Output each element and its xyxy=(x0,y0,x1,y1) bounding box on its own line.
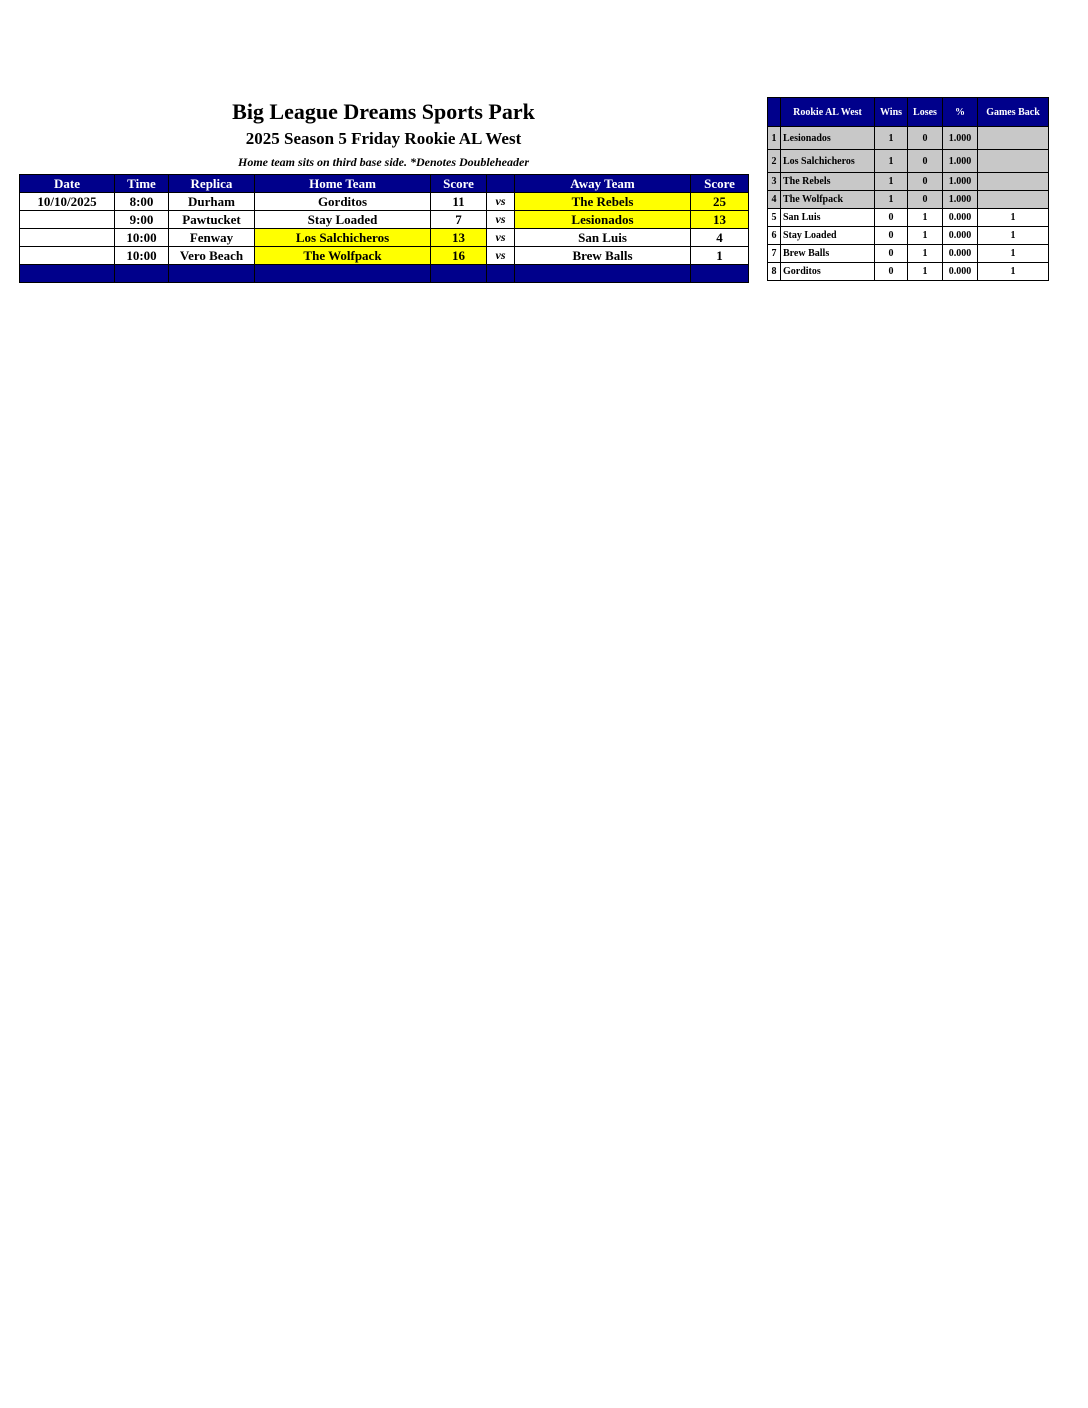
standing-team: The Wolfpack xyxy=(781,191,875,209)
away-team: Brew Balls xyxy=(515,247,691,265)
standing-loses: 0 xyxy=(908,150,943,173)
away-score: 13 xyxy=(691,211,749,229)
col-rank xyxy=(768,98,781,127)
standing-pct: 1.000 xyxy=(943,127,978,150)
game-date xyxy=(20,229,115,247)
footer-cell xyxy=(169,265,255,283)
schedule-note: Home team sits on third base side. *Denotes Doubleheader xyxy=(238,155,529,169)
standing-team: Stay Loaded xyxy=(781,227,875,245)
standing-wins: 0 xyxy=(875,209,908,227)
standing-wins: 0 xyxy=(875,245,908,263)
standing-loses: 1 xyxy=(908,227,943,245)
standing-team: Los Salchicheros xyxy=(781,150,875,173)
standings-row xyxy=(768,150,1049,173)
away-team: The Rebels xyxy=(515,193,691,211)
game-time: 10:00 xyxy=(115,247,169,265)
standing-team: San Luis xyxy=(781,209,875,227)
standing-loses: 0 xyxy=(908,191,943,209)
home-score: 11 xyxy=(431,193,487,211)
standing-games-back xyxy=(978,127,1049,150)
standing-pct: 0.000 xyxy=(943,263,978,281)
away-team: San Luis xyxy=(515,229,691,247)
footer-cell xyxy=(115,265,169,283)
home-team: Stay Loaded xyxy=(255,211,431,229)
standing-pct: 0.000 xyxy=(943,245,978,263)
col-home-score: Score xyxy=(431,175,487,193)
standing-games-back xyxy=(978,150,1049,173)
game-time: 8:00 xyxy=(115,193,169,211)
vs-label: vs xyxy=(487,193,515,211)
standings-header-row xyxy=(768,98,1049,127)
footer-cell xyxy=(487,265,515,283)
standing-pct: 0.000 xyxy=(943,227,978,245)
standing-team: Lesionados xyxy=(781,127,875,150)
standing-wins: 1 xyxy=(875,127,908,150)
standing-games-back xyxy=(978,191,1049,209)
standing-rank: 7 xyxy=(768,245,781,263)
standing-games-back xyxy=(978,173,1049,191)
col-division: Rookie AL West xyxy=(781,98,875,127)
standing-games-back: 1 xyxy=(978,227,1049,245)
vs-label: vs xyxy=(487,211,515,229)
standing-loses: 0 xyxy=(908,173,943,191)
standing-rank: 8 xyxy=(768,263,781,281)
away-team: Lesionados xyxy=(515,211,691,229)
standing-rank: 1 xyxy=(768,127,781,150)
footer-cell xyxy=(255,265,431,283)
schedule-row xyxy=(20,247,749,265)
footer-cell xyxy=(691,265,749,283)
col-away-score: Score xyxy=(691,175,749,193)
game-replica: Pawtucket xyxy=(169,211,255,229)
game-replica: Fenway xyxy=(169,229,255,247)
col-replica: Replica xyxy=(169,175,255,193)
standing-loses: 1 xyxy=(908,209,943,227)
game-replica: Durham xyxy=(169,193,255,211)
footer-cell xyxy=(431,265,487,283)
schedule-row xyxy=(20,211,749,229)
home-team: The Wolfpack xyxy=(255,247,431,265)
page-title: Big League Dreams Sports Park xyxy=(232,99,535,124)
schedule-row xyxy=(20,193,749,211)
standing-wins: 1 xyxy=(875,150,908,173)
standing-team: The Rebels xyxy=(781,173,875,191)
footer-cell xyxy=(20,265,115,283)
standing-team: Gorditos xyxy=(781,263,875,281)
game-date xyxy=(20,247,115,265)
col-time: Time xyxy=(115,175,169,193)
standing-pct: 1.000 xyxy=(943,191,978,209)
game-date xyxy=(20,211,115,229)
vs-label: vs xyxy=(487,247,515,265)
schedule-header-row xyxy=(20,175,749,193)
game-replica: Vero Beach xyxy=(169,247,255,265)
home-score: 13 xyxy=(431,229,487,247)
standing-wins: 0 xyxy=(875,263,908,281)
col-wins: Wins xyxy=(875,98,908,127)
page-subtitle: 2025 Season 5 Friday Rookie AL West xyxy=(245,129,522,148)
standing-rank: 2 xyxy=(768,150,781,173)
col-home-team: Home Team xyxy=(255,175,431,193)
standings-row xyxy=(768,263,1049,281)
standings-row xyxy=(768,127,1049,150)
standing-games-back: 1 xyxy=(978,245,1049,263)
standing-loses: 1 xyxy=(908,263,943,281)
standings-row xyxy=(768,191,1049,209)
home-score: 16 xyxy=(431,247,487,265)
standing-rank: 3 xyxy=(768,173,781,191)
standing-games-back: 1 xyxy=(978,209,1049,227)
standing-wins: 0 xyxy=(875,227,908,245)
home-score: 7 xyxy=(431,211,487,229)
standing-pct: 0.000 xyxy=(943,209,978,227)
schedule-footer-row xyxy=(20,265,749,283)
home-team: Los Salchicheros xyxy=(255,229,431,247)
standings-row xyxy=(768,173,1049,191)
standing-wins: 1 xyxy=(875,191,908,209)
standing-rank: 4 xyxy=(768,191,781,209)
col-vs xyxy=(487,175,515,193)
away-score: 1 xyxy=(691,247,749,265)
home-team: Gorditos xyxy=(255,193,431,211)
away-score: 25 xyxy=(691,193,749,211)
vs-label: vs xyxy=(487,229,515,247)
standing-wins: 1 xyxy=(875,173,908,191)
footer-cell xyxy=(515,265,691,283)
standing-games-back: 1 xyxy=(978,263,1049,281)
game-date: 10/10/2025 xyxy=(20,193,115,211)
col-away-team: Away Team xyxy=(515,175,691,193)
game-time: 9:00 xyxy=(115,211,169,229)
schedule-row xyxy=(20,229,749,247)
standing-pct: 1.000 xyxy=(943,150,978,173)
standing-loses: 0 xyxy=(908,127,943,150)
standing-rank: 5 xyxy=(768,209,781,227)
standings-row xyxy=(768,245,1049,263)
away-score: 4 xyxy=(691,229,749,247)
standings-row xyxy=(768,227,1049,245)
col-games-back: Games Back xyxy=(978,98,1049,127)
col-pct: % xyxy=(943,98,978,127)
standings-row xyxy=(768,209,1049,227)
standing-pct: 1.000 xyxy=(943,173,978,191)
col-loses: Loses xyxy=(908,98,943,127)
standing-team: Brew Balls xyxy=(781,245,875,263)
standing-loses: 1 xyxy=(908,245,943,263)
standings-table xyxy=(767,97,1049,281)
standing-rank: 6 xyxy=(768,227,781,245)
schedule-table xyxy=(19,174,749,283)
col-date: Date xyxy=(20,175,115,193)
game-time: 10:00 xyxy=(115,229,169,247)
